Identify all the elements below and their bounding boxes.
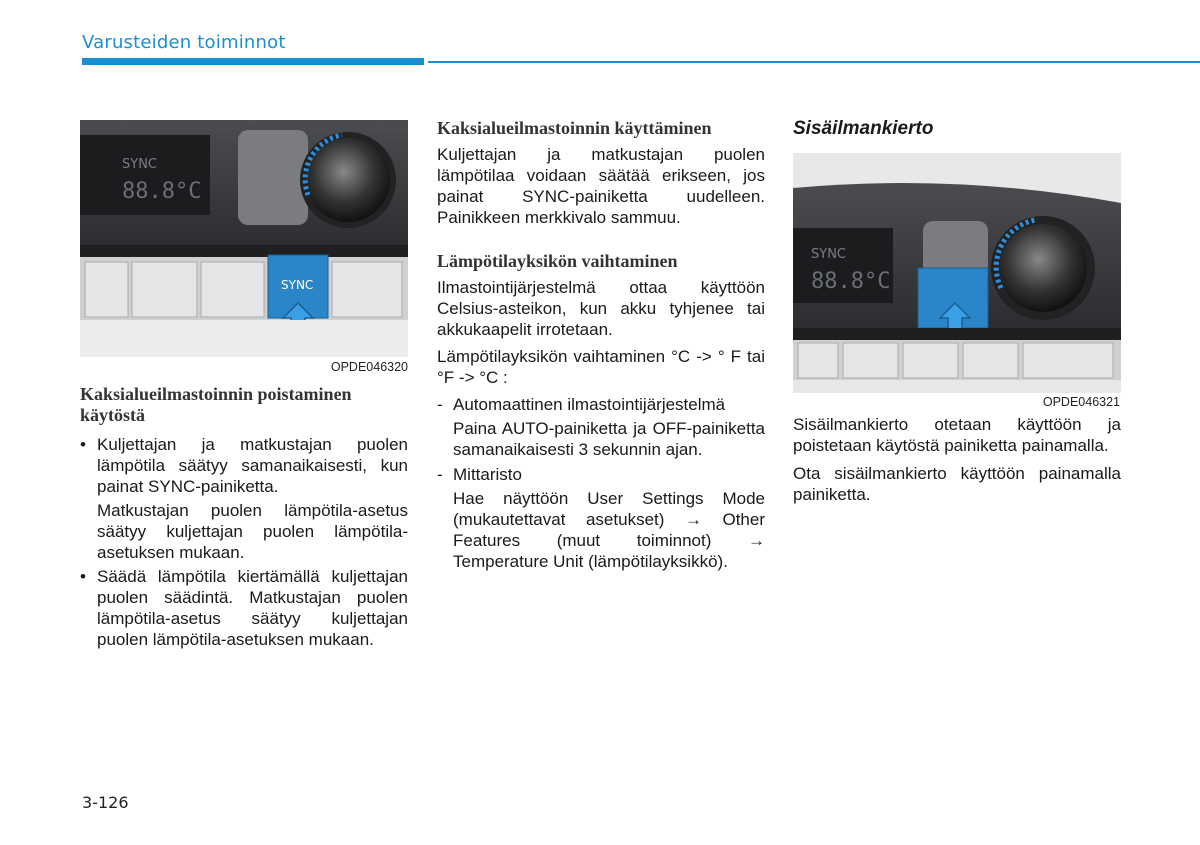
section-heading: Kaksialueilmastoinnin poistaminen käytöstä [80, 384, 352, 425]
paragraph: Sisäilmankierto otetaan käyttöön ja poistetaan käytöstä painiketta painamalla. [793, 415, 1121, 455]
section-heading: Lämpötilayksikön vaihtaminen [437, 251, 678, 271]
list-item-label: Mittaristo [453, 465, 522, 484]
display-temp-text: 88.8°C [811, 269, 891, 294]
display-mode-text: SYNC [122, 157, 157, 172]
header-rule-thick [82, 58, 424, 65]
figure2-caption: OPDE046321 [1042, 395, 1120, 409]
display-temp-text: 88.8°C [122, 179, 202, 204]
list-item: • Säädä lämpötila kiertämällä kuljettajan puolen säädintä. Matkustajan puolen lämpötila-asetus säätyy kuljettajan puolen lämpötila-asetuksen mukaan. [80, 566, 408, 650]
figure1-caption: OPDE046320 [330, 360, 408, 374]
list-item: - Automaattinen ilmastointijärjestelmä [437, 395, 726, 414]
section-heading: Kaksialueilmastoinnin käyttäminen [437, 118, 712, 138]
header-title: Varusteiden toiminnot [82, 32, 286, 53]
section-heading: Sisäilmankierto [793, 118, 934, 139]
display-mode-text: SYNC [811, 247, 846, 262]
recirculation-button-photo [793, 153, 1121, 393]
sync-button-photo [80, 120, 408, 357]
page-number: 3-126 [82, 793, 129, 812]
list-item: • Kuljettajan ja matkustajan puolen lämpötila säätyy samanaikaisesti, kun painat SYNC-painiketta. [80, 434, 408, 497]
paragraph: Kuljettajan ja matkustajan puolen lämpötilaa voidaan säätää erikseen, jos painat SYNC-painiketta uudelleen. Painikkeen merkkivalo sammuu. [437, 145, 765, 227]
header-rule-thin [428, 61, 1200, 63]
list-item-continuation: Hae näyttöön User Settings Mode (mukautettavat asetukset) → Other Features (muut toiminnot) → Temperature Unit (lämpötilayksikkö). [453, 489, 765, 571]
list-item-continuation: Paina AUTO-painiketta ja OFF-painiketta samanaikaisesti 3 sekunnin ajan. [453, 419, 765, 459]
list-item-continuation: Matkustajan puolen lämpötila-asetus säätyy kuljettajan puolen lämpötila-asetuksen mukaan. [97, 501, 408, 562]
paragraph: Lämpötilayksikön vaihtaminen °C -> ° F tai °F -> °C : [437, 347, 765, 387]
list-item: - Mittaristo [437, 465, 522, 484]
sync-button-label: SYNC [281, 278, 314, 292]
list-item-label: Automaattinen ilmastointijärjestelmä [453, 395, 726, 414]
paragraph: Ilmastointijärjestelmä ottaa käyttöön Celsius-asteikon, kun akku tyhjenee tai akkukaapelit irrotetaan. [437, 278, 765, 339]
paragraph: Ota sisäilmankierto käyttöön painamalla painiketta. [793, 464, 1121, 504]
